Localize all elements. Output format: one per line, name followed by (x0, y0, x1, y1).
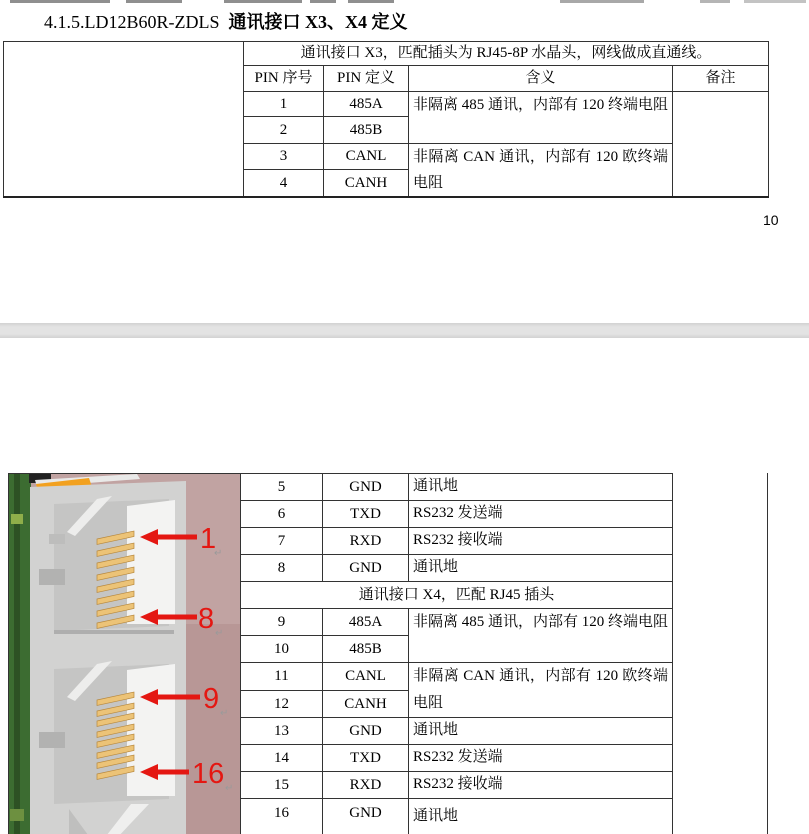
pin-def-cell: RXD (323, 772, 409, 799)
figure-placeholder-cell (4, 42, 244, 198)
page-break-divider (0, 323, 809, 338)
x3-pin-table (3, 41, 769, 198)
pcb-highlight (11, 514, 23, 524)
pin-def-cell: CANL (323, 663, 409, 691)
meaning-cell: 通讯地 (409, 718, 673, 745)
meaning-cell: RS232 发送端 (409, 745, 673, 772)
col-header-meaning: 含义 (409, 66, 673, 92)
linebreak-mark: ↵ (215, 628, 224, 639)
pin-number-cell: 6 (241, 501, 323, 528)
pin-number-cell: 12 (241, 690, 323, 718)
pin-number-cell: 13 (241, 718, 323, 745)
pin-number-cell: 8 (241, 555, 323, 582)
table-row (4, 42, 769, 66)
pin-def-cell: TXD (323, 745, 409, 772)
linebreak-mark: ↵ (220, 708, 229, 719)
pin-def-cell: GND (323, 555, 409, 582)
pin-number-cell: 16 (241, 799, 323, 834)
pin-number-cell: 7 (241, 528, 323, 555)
x4-table-wrapper (8, 473, 674, 834)
pin-def-cell: TXD (323, 501, 409, 528)
pin-number-cell: 10 (241, 636, 323, 663)
pin-number-cell: 1 (244, 92, 324, 117)
meaning-cell: RS232 接收端 (409, 528, 673, 555)
section-number-model: 4.1.5.LD12B60R-ZDLS (44, 12, 220, 32)
pin-def-cell: CANH (323, 690, 409, 718)
linebreak-mark: ↵ (225, 783, 234, 794)
pin-number-cell: 11 (241, 663, 323, 691)
meaning-cell: 非隔离 485 通讯，内部有 120 终端电阻 (409, 609, 673, 663)
remnant-segment (348, 0, 394, 3)
pin-number-cell: 14 (241, 745, 323, 772)
pin-def-cell: GND (323, 474, 409, 501)
x4-caption-cell: 通讯接口 X4，匹配 RJ45 插头 (241, 582, 673, 609)
pin-def-cell: CANH (324, 170, 409, 197)
pin-def-cell: 485B (323, 636, 409, 663)
meaning-cell: 非隔离 CAN 通讯，内部有 120 欧终端电阻 (409, 144, 673, 198)
pin-number-cell: 4 (244, 170, 324, 197)
pin-number-cell: 9 (241, 609, 323, 636)
section-subject: 通讯接口 X3、X4 定义 (228, 12, 408, 32)
pcb-edge-shade (14, 474, 20, 834)
pin-def-cell: GND (323, 799, 409, 834)
pin-number-cell: 15 (241, 772, 323, 799)
x3-caption-cell: 通讯接口 X3，匹配插头为 RJ45-8P 水晶头，网线做成直通线。 (244, 42, 769, 66)
meaning-cell: RS232 发送端 (409, 501, 673, 528)
meaning-cell: 非隔离 485 通讯，内部有 120 终端电阻 (409, 92, 673, 144)
pcb-highlight (10, 809, 24, 821)
remnant-segment (744, 0, 806, 3)
remnant-segment (126, 0, 182, 3)
pin-9-label: 9 (203, 683, 220, 715)
meaning-cell: 通讯地 (409, 555, 673, 582)
pin-def-cell: 485B (324, 117, 409, 144)
pin-def-cell: RXD (323, 528, 409, 555)
connector-photo-cell (9, 474, 241, 834)
linebreak-mark: ↵ (214, 548, 223, 559)
remnant-segment (224, 0, 302, 3)
meaning-cell: 通讯地 (409, 474, 673, 501)
pin-def-cell: 485A (324, 92, 409, 117)
table-row (9, 474, 673, 501)
meaning-cell: 通讯地 (409, 799, 673, 834)
x3-x4-pin-table-continued (8, 473, 673, 834)
pin-1-label: 1 (200, 523, 217, 555)
meaning-cell: 非隔离 CAN 通讯，内部有 120 欧终端电阻 (409, 663, 673, 718)
remark-cell (673, 92, 769, 198)
housing-step (39, 569, 65, 585)
remark-column-continuation (672, 473, 768, 834)
port-divider-shadow (54, 630, 174, 634)
pin-def-cell: 485A (323, 609, 409, 636)
col-header-remark: 备注 (673, 66, 769, 92)
pin-8-label: 8 (198, 603, 215, 635)
section-title (44, 8, 408, 34)
remnant-segment (560, 0, 644, 3)
meaning-cell: RS232 接收端 (409, 772, 673, 799)
remnant-segment (310, 0, 336, 3)
pin-number-cell: 3 (244, 144, 324, 170)
page-number: 10 (763, 212, 779, 228)
housing-step (49, 534, 65, 544)
pin-def-cell: GND (323, 718, 409, 745)
pin-def-cell: CANL (324, 144, 409, 170)
housing-step (39, 732, 65, 748)
remnant-segment (10, 0, 110, 3)
rj45-connector-photo (9, 474, 240, 834)
pin-16-label: 16 (192, 758, 225, 790)
remnant-segment (700, 0, 730, 3)
col-header-pin-def: PIN 定义 (324, 66, 409, 92)
pin-number-cell: 5 (241, 474, 323, 501)
col-header-pin-no: PIN 序号 (244, 66, 324, 92)
pin-number-cell: 2 (244, 117, 324, 144)
